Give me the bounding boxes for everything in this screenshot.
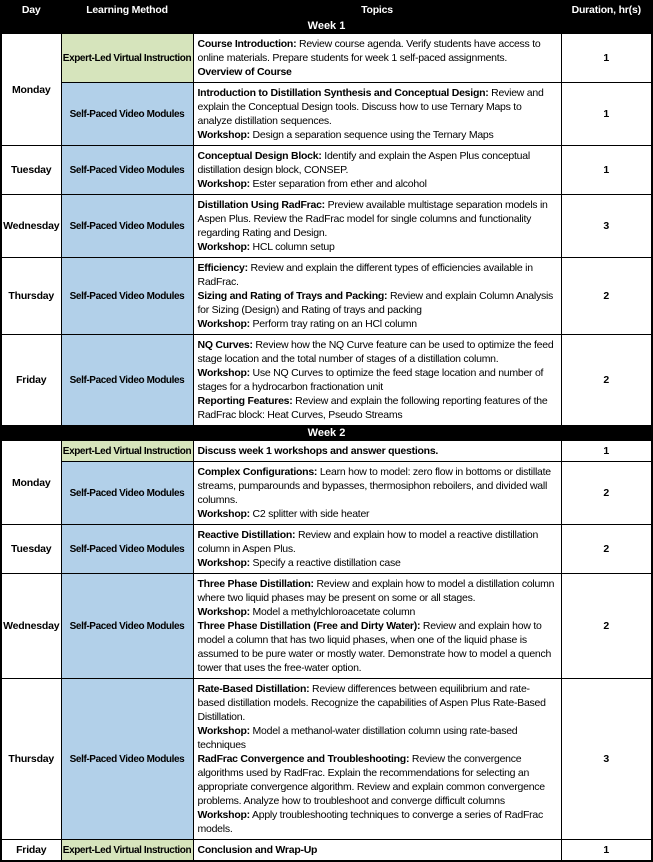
topic-paragraph bbox=[198, 240, 557, 254]
column-header-duration: Duration, hr(s) bbox=[561, 1, 652, 19]
learning-method-cell: Self-Paced Video Modules bbox=[61, 83, 193, 146]
day-cell: Friday bbox=[1, 335, 61, 426]
learning-method-cell: Expert-Led Virtual Instruction bbox=[61, 34, 193, 83]
schedule-row bbox=[1, 679, 652, 840]
topic-term: Workshop: bbox=[197, 725, 250, 737]
topic-term: Workshop: bbox=[197, 129, 250, 141]
duration-cell: 1 bbox=[561, 441, 652, 462]
schedule-row bbox=[1, 441, 652, 462]
topic-paragraph bbox=[198, 394, 557, 422]
topic-term: Introduction to Distillation Synthesis and Conceptual Design: bbox=[197, 87, 489, 99]
schedule-row bbox=[1, 840, 652, 862]
schedule-row bbox=[1, 525, 652, 574]
topic-paragraph bbox=[198, 317, 557, 331]
day-cell: Thursday bbox=[1, 679, 61, 840]
topic-paragraph bbox=[198, 682, 557, 724]
topic-term: Reporting Features: bbox=[197, 395, 293, 407]
topic-text: Apply troubleshooting techniques to converge a series of RadFrac models. bbox=[197, 809, 543, 835]
column-header-topics: Topics bbox=[193, 1, 561, 19]
topic-term: Workshop: bbox=[197, 178, 250, 190]
topic-paragraph bbox=[198, 198, 557, 240]
topic-text: Identify and explain the Aspen Plus conceptual distillation design block, CONSEP. bbox=[197, 150, 530, 176]
week-banner-row bbox=[1, 426, 652, 441]
topic-text: Specify a reactive distillation case bbox=[249, 557, 401, 569]
topic-text: Model a methanol-water distillation column using rate-based techniques bbox=[197, 725, 518, 751]
topic-text: C2 splitter with side heater bbox=[249, 508, 370, 520]
schedule-row bbox=[1, 574, 652, 679]
topic-text: Review and explain the different types of efficiencies available in RadFrac. bbox=[197, 262, 533, 288]
topic-text: Perform tray rating on an HCl column bbox=[249, 318, 417, 330]
topic-paragraph bbox=[198, 528, 557, 556]
day-cell: Monday bbox=[1, 34, 61, 146]
topic-paragraph bbox=[198, 128, 557, 142]
topic-text: Ester separation from ether and alcohol bbox=[249, 178, 427, 190]
topics-cell bbox=[193, 441, 561, 462]
schedule-row bbox=[1, 335, 652, 426]
topic-paragraph bbox=[198, 338, 557, 366]
learning-method-cell: Self-Paced Video Modules bbox=[61, 335, 193, 426]
topics-cell bbox=[193, 258, 561, 335]
topic-paragraph bbox=[198, 605, 557, 619]
topic-text: Preview available multistage separation models in Aspen Plus. Review the RadFrac model for single columns and functionality regarding Rating and Design. bbox=[197, 199, 548, 239]
duration-cell: 1 bbox=[561, 146, 652, 195]
topic-paragraph bbox=[198, 261, 557, 289]
topic-term: Discuss week 1 workshops and answer questions. bbox=[197, 445, 439, 457]
schedule-row bbox=[1, 462, 652, 525]
column-header-learning-method: Learning Method bbox=[61, 1, 193, 19]
topic-term: Conceptual Design Block: bbox=[197, 150, 322, 162]
duration-cell: 3 bbox=[561, 679, 652, 840]
topic-term: Complex Configurations: bbox=[197, 466, 318, 478]
topic-paragraph bbox=[198, 366, 557, 394]
topic-text: Review the convergence algorithms used by RadFrac. Explain the recommendations for selecting an appropriate convergence algorithm. Review and explain common convergence problems. Analyze how to troubleshoot and converge difficult columns bbox=[197, 753, 545, 807]
day-cell: Tuesday bbox=[1, 146, 61, 195]
topic-term: Conclusion and Wrap-Up bbox=[197, 844, 318, 856]
day-cell: Wednesday bbox=[1, 574, 61, 679]
header-row bbox=[1, 1, 652, 19]
topic-text: HCL column setup bbox=[249, 241, 335, 253]
topic-term: Workshop: bbox=[197, 606, 250, 618]
topics-cell bbox=[193, 574, 561, 679]
topic-term: Three Phase Distillation: bbox=[197, 578, 314, 590]
topic-term: Workshop: bbox=[197, 367, 250, 379]
week-banner-row bbox=[1, 19, 652, 34]
topic-paragraph bbox=[198, 444, 557, 458]
schedule-row bbox=[1, 146, 652, 195]
topics-cell bbox=[193, 525, 561, 574]
topic-term: Three Phase Distillation (Free and Dirty Water): bbox=[197, 620, 421, 632]
topic-paragraph bbox=[198, 752, 557, 808]
schedule-row bbox=[1, 34, 652, 83]
day-cell: Tuesday bbox=[1, 525, 61, 574]
topic-paragraph bbox=[198, 556, 557, 570]
column-header-day: Day bbox=[1, 1, 61, 19]
day-cell: Wednesday bbox=[1, 195, 61, 258]
topic-text: Use NQ Curves to optimize the feed stage location and number of stages for a hydrocarbon fractionation unit bbox=[197, 367, 544, 393]
week-banner-title: Week 1 bbox=[1, 19, 652, 34]
topic-text: Learn how to model: zero flow in bottoms or distillate streams, pumparounds and bypasses, thermosiphon reboilers, and divided wall columns. bbox=[197, 466, 551, 506]
duration-cell: 2 bbox=[561, 574, 652, 679]
topic-text: Model a methylchloroacetate column bbox=[249, 606, 416, 618]
duration-cell: 2 bbox=[561, 335, 652, 426]
topic-paragraph bbox=[198, 507, 557, 521]
topic-term: Reactive Distillation: bbox=[197, 529, 296, 541]
duration-cell: 3 bbox=[561, 195, 652, 258]
topic-text: Review and explain how to model a distillation column where two liquid phases may be present on some or all stages. bbox=[197, 578, 555, 604]
learning-method-cell: Self-Paced Video Modules bbox=[61, 195, 193, 258]
schedule-row bbox=[1, 195, 652, 258]
topic-text: Review differences between equilibrium and rate-based distillation models. Recognize the capabilities of Aspen Plus Rate-Based Distillation. bbox=[197, 683, 546, 723]
duration-cell: 2 bbox=[561, 258, 652, 335]
duration-cell: 2 bbox=[561, 525, 652, 574]
topic-term: Distillation Using RadFrac: bbox=[197, 199, 325, 211]
topic-paragraph bbox=[198, 843, 557, 857]
topic-term: Workshop: bbox=[197, 318, 250, 330]
topics-cell bbox=[193, 83, 561, 146]
topic-term: RadFrac Convergence and Troubleshooting: bbox=[197, 753, 410, 765]
topic-paragraph bbox=[198, 808, 557, 836]
topic-term: Course Introduction: bbox=[197, 38, 297, 50]
topics-cell bbox=[193, 195, 561, 258]
day-cell: Thursday bbox=[1, 258, 61, 335]
learning-method-cell: Self-Paced Video Modules bbox=[61, 525, 193, 574]
learning-method-cell: Expert-Led Virtual Instruction bbox=[61, 441, 193, 462]
topic-paragraph bbox=[198, 465, 557, 507]
week-banner-title: Week 2 bbox=[1, 426, 652, 441]
learning-method-cell: Self-Paced Video Modules bbox=[61, 679, 193, 840]
schedule-row bbox=[1, 258, 652, 335]
day-cell: Monday bbox=[1, 441, 61, 525]
learning-method-cell: Expert-Led Virtual Instruction bbox=[61, 840, 193, 862]
topic-text: Design a separation sequence using the Ternary Maps bbox=[249, 129, 494, 141]
duration-cell: 1 bbox=[561, 83, 652, 146]
topic-text: Review and explain the Conceptual Design tools. Discuss how to use Ternary Maps to analyze distillation sequences. bbox=[197, 87, 544, 127]
topic-term: Sizing and Rating of Trays and Packing: bbox=[197, 290, 388, 302]
topic-text: Review and explain Column Analysis for Sizing (Design) and Rating of trays and packing bbox=[197, 290, 554, 316]
topic-term: Workshop: bbox=[197, 557, 250, 569]
topics-cell bbox=[193, 840, 561, 862]
duration-cell: 1 bbox=[561, 840, 652, 862]
topics-cell bbox=[193, 34, 561, 83]
topic-term: Workshop: bbox=[197, 508, 250, 520]
topic-paragraph bbox=[198, 37, 557, 65]
topic-paragraph bbox=[198, 724, 557, 752]
topic-text: Review how the NQ Curve feature can be used to optimize the feed stage location and the total number of stages of a distillation column. bbox=[197, 339, 554, 365]
table-body bbox=[1, 19, 652, 862]
topics-cell bbox=[193, 146, 561, 195]
topics-cell bbox=[193, 335, 561, 426]
topic-text: Review and explain how to model a column that has two liquid phases, when one of the liquid phase is assumed to be pure water or mostly water. Demonstrate how to model a quench tower that uses the free-water option. bbox=[197, 620, 552, 674]
duration-cell: 1 bbox=[561, 34, 652, 83]
day-cell: Friday bbox=[1, 840, 61, 862]
topic-term: Workshop: bbox=[197, 809, 250, 821]
topic-paragraph bbox=[198, 86, 557, 128]
topic-text: Review and explain how to model a reactive distillation column in Aspen Plus. bbox=[197, 529, 539, 555]
topics-cell bbox=[193, 679, 561, 840]
topic-paragraph bbox=[198, 619, 557, 675]
learning-method-cell: Self-Paced Video Modules bbox=[61, 146, 193, 195]
topic-paragraph bbox=[198, 65, 557, 79]
topic-text: Review and explain the following reporting features of the RadFrac block: Heat Curves, Pseudo Streams bbox=[197, 395, 548, 421]
topic-term: Rate-Based Distillation: bbox=[197, 683, 310, 695]
duration-cell: 2 bbox=[561, 462, 652, 525]
topic-paragraph bbox=[198, 289, 557, 317]
learning-method-cell: Self-Paced Video Modules bbox=[61, 462, 193, 525]
table-header bbox=[1, 1, 652, 19]
schedule-row bbox=[1, 83, 652, 146]
topics-cell bbox=[193, 462, 561, 525]
topic-term: Workshop: bbox=[197, 241, 250, 253]
topic-paragraph bbox=[198, 149, 557, 177]
topic-paragraph bbox=[198, 177, 557, 191]
topic-text: Review course agenda. Verify students have access to online materials. Prepare students for week 1 self-paced assignments. bbox=[197, 38, 541, 64]
topic-term: Efficiency: bbox=[197, 262, 248, 274]
topic-term: Overview of Course bbox=[197, 66, 292, 78]
learning-method-cell: Self-Paced Video Modules bbox=[61, 258, 193, 335]
topic-paragraph bbox=[198, 577, 557, 605]
learning-method-cell: Self-Paced Video Modules bbox=[61, 574, 193, 679]
topic-term: NQ Curves: bbox=[197, 339, 253, 351]
